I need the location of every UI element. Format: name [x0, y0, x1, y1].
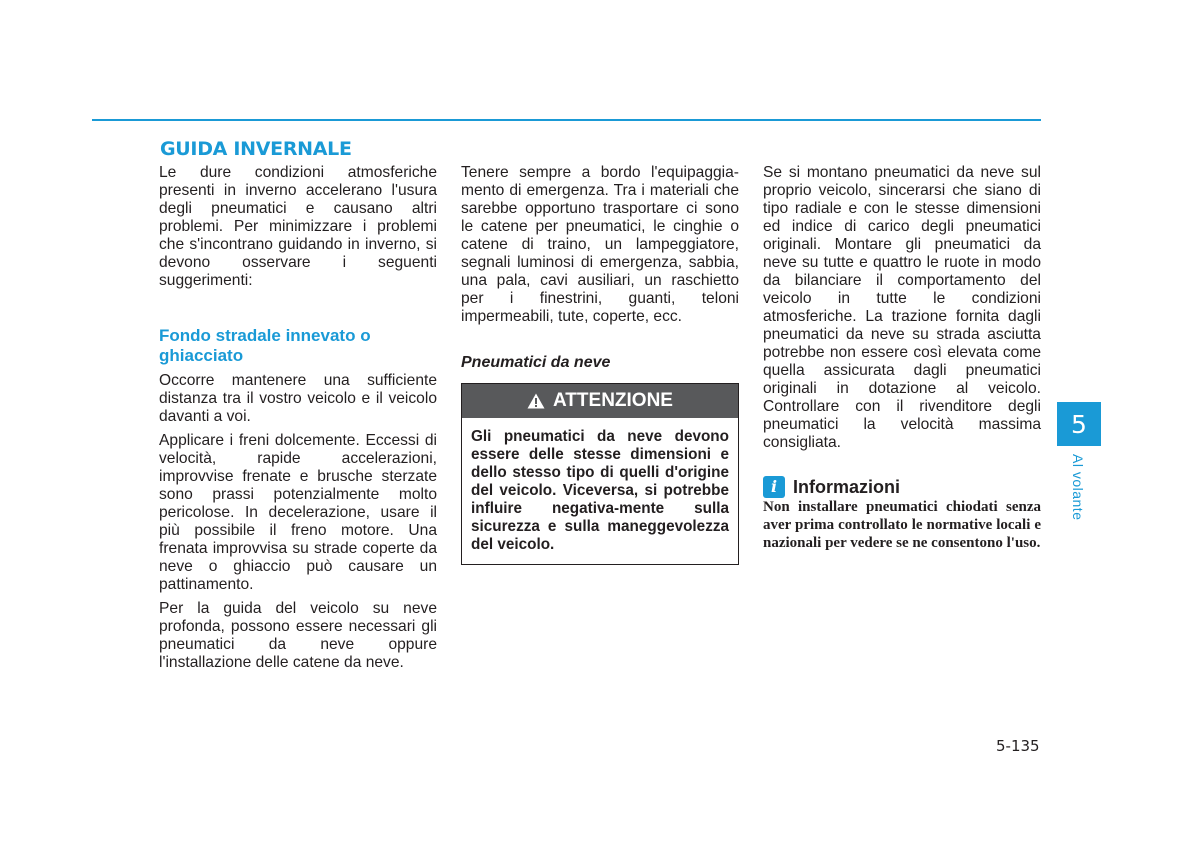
info-icon: i [763, 476, 785, 498]
column-3 [763, 164, 1041, 552]
warning-title: ATTENZIONE [553, 390, 673, 411]
paragraph-deep-snow: Per la guida del veicolo su neve profonda, possono essere necessari gli pneumatici da neve oppure l'installazione delle catene da neve. [159, 600, 437, 671]
warning-box [461, 383, 739, 565]
warning-header [462, 384, 738, 418]
page-number: 5-135 [996, 737, 1040, 755]
subhead-snow-ice: Fondo stradale innevato o ghiacciato [159, 326, 371, 365]
chapter-label: Al volante [1070, 454, 1086, 521]
warning-text: Gli pneumatici da neve devono essere delle stesse dimensioni e dello stesso tipo di quelli d'origine del veicolo. Viceversa, si potrebbe influire negativa-mente sulla sicurezza e sulla maneggevolezza del veicolo. [471, 428, 729, 553]
emergency-equipment-paragraph: Tenere sempre a bordo l'equipaggia-mento di emergenza. Tra i materiali che sarebbe opportuno trasportare ci sono le catene per pneumatici, le cinghie o catene di traino, un lampeggiatore, segnali luminosi di emergenza, sabbia, una pala, cavi ausiliari, un raschietto per i finestrini, guanti, teloni impermeabili, tute, coperte, ecc. [461, 164, 739, 325]
section-title: GUIDA INVERNALE [160, 138, 352, 160]
column-2 [461, 164, 739, 565]
snow-tire-fitting-paragraph: Se si montano pneumatici da neve sul proprio veicolo, sincerarsi che siano di tipo radiale e con le stesse dimensioni ed indice di carico degli pneumatici originali. Montare gli pneumatici da neve su tutte e quattro le ruote in modo da bilanciare il comportamento del veicolo in tutte le condizioni atmosferiche. La trazione fornita dagli pneumatici da neve su strada asciutta potrebbe non essere così elevata come quella assicurata dagli pneumatici originali in dotazione al veicolo. Controllare con il rivenditore degli pneumatici la velocità massima consigliata. [763, 164, 1041, 451]
column-1 [159, 164, 437, 672]
info-text: Non installare pneumatici chiodati senza aver prima controllato le normative locali e nazionali per vedere se ne consentono l'uso. [763, 499, 1041, 551]
warning-triangle-icon [527, 393, 545, 409]
info-header [763, 476, 1041, 498]
paragraph-distance: Occorre mantenere una sufficiente distanza tra il vostro veicolo e il veicolo davanti a voi. [159, 372, 437, 425]
subhead-snow-tires: Pneumatici da neve [461, 354, 611, 371]
intro-paragraph: Le dure condizioni atmosferiche presenti in inverno accelerano l'usura degli pneumatici e causano altri problemi. Per minimizzare i problemi che s'incontrano guidando in inverno, si devono osservare i seguenti suggerimenti: [159, 164, 437, 289]
info-title: Informazioni [793, 477, 900, 497]
top-rule [92, 119, 1041, 121]
paragraph-braking: Applicare i freni dolcemente. Eccessi di velocità, rapide accelerazioni, improvvise frenate e brusche sterzate sono prassi potenzialmente molto pericolose. In decelerazione, usare il più possibile il freno motore. Una frenata improvvisa su strade coperte da neve o ghiaccio può causare un pattinamento. [159, 432, 437, 593]
chapter-tab: 5 [1057, 402, 1101, 446]
